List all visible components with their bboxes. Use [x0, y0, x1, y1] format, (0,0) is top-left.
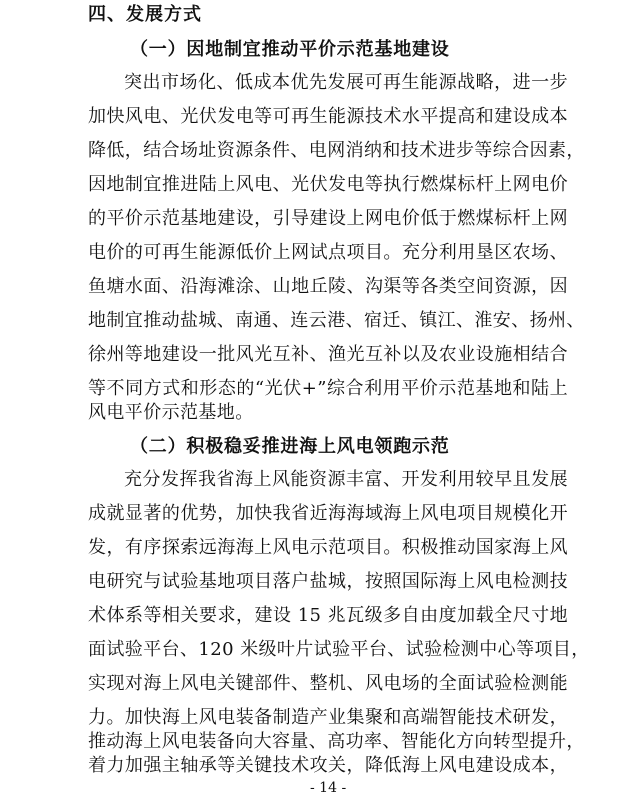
paragraph-line: 电研究与试验基地项目落户盐城，按照国际海上风电检测技 [88, 571, 568, 592]
paragraph-line: 加快风电、光伏发电等可再生能源技术水平提高和建设成本 [88, 106, 568, 127]
paragraph-line: 面试验平台、120 米级叶片试验平台、试验检测中心等项目， [88, 639, 590, 660]
paragraph-line: 徐州等地建设一批风光互补、渔光互补以及农业设施相结合 [88, 344, 568, 365]
paragraph-line: 充分发挥我省海上风能资源丰富、开发利用较早且发展 [124, 469, 568, 490]
paragraph-line: 电价的可再生能源低价上网试点项目。充分利用垦区农场、 [88, 242, 568, 263]
paragraph-line: 风电平价示范基地。 [88, 402, 254, 423]
paragraph-line: 地制宜推动盐城、南通、连云港、宿迁、镇江、淮安、扬州、 [88, 310, 585, 331]
paragraph-line: 等不同方式和形态的“光伏+”综合利用平价示范基地和陆上 [88, 378, 568, 399]
paragraph-line: 术体系等相关要求，建设 15 兆瓦级多自由度加载全尺寸地 [88, 605, 568, 626]
paragraph-line: 突出市场化、低成本优先发展可再生能源战略，进一步 [124, 72, 568, 93]
paragraph-line: 力。加快海上风电装备制造产业集聚和高端智能技术研发， [88, 707, 568, 728]
paragraph-line: 的平价示范基地建设，引导建设上网电价低于燃煤标杆上网 [88, 208, 568, 229]
subsection-2-title: （二）积极稳妥推进海上风电领跑示范 [130, 436, 450, 457]
paragraph-line: 降低，结合场址资源条件、电网消纳和技术进步等综合因素， [88, 140, 585, 161]
section-heading: 四、发展方式 [88, 4, 202, 25]
paragraph-line: 鱼塘水面、沿海滩涂、山地丘陵、沟渠等各类空间资源，因 [88, 276, 568, 297]
subsection-1-title: （一）因地制宜推动平价示范基地建设 [130, 39, 450, 60]
paragraph-line: 实现对海上风电关键部件、整机、风电场的全面试验检测能 [88, 673, 568, 694]
paragraph-line: 着力加强主轴承等关键技术攻关，降低海上风电建设成本， [88, 755, 568, 776]
page-number: - 14 - [310, 780, 347, 796]
paragraph-line: 成就显著的优势，加快我省近海海域海上风电项目规模化开 [88, 503, 568, 524]
paragraph-line: 推动海上风电装备向大容量、高功率、智能化方向转型提升， [88, 731, 585, 752]
paragraph-line: 发，有序探索远海海上风电示范项目。积极推动国家海上风 [88, 537, 568, 558]
paragraph-line: 因地制宜推进陆上风电、光伏发电等执行燃煤标杆上网电价 [88, 174, 568, 195]
